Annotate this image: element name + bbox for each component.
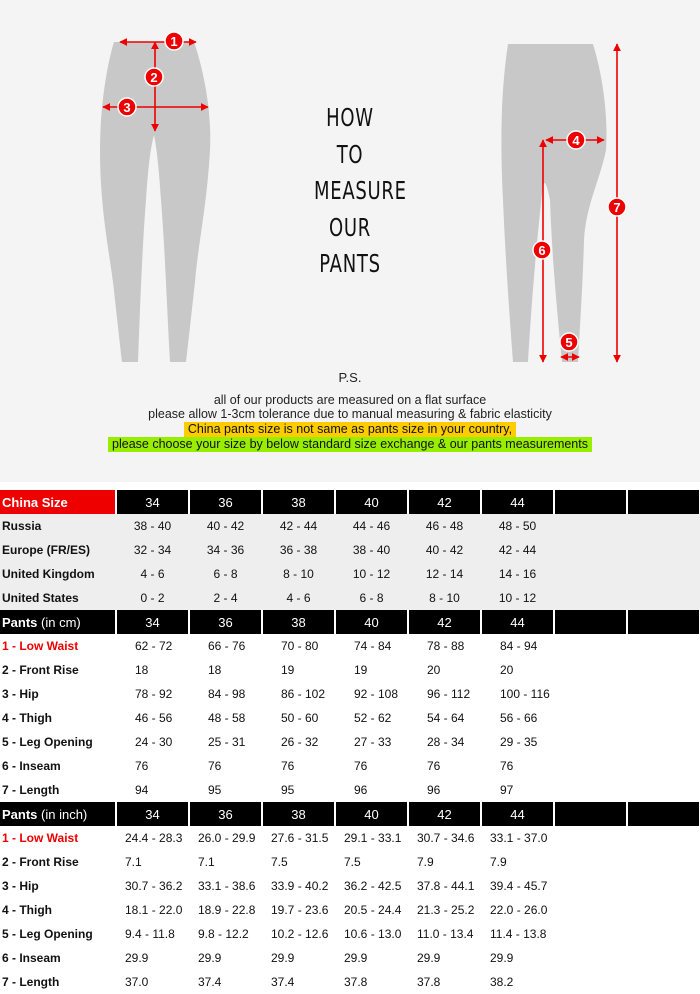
empty-cell	[554, 970, 627, 994]
empty-cell	[627, 682, 700, 706]
value-cell: 10.2 - 12.6	[271, 927, 329, 941]
value-cell: 33.1 - 38.6	[198, 879, 256, 893]
value-cell: 12 - 14	[408, 562, 481, 586]
value-cell: 18	[208, 663, 222, 677]
ps-label: P.S.	[338, 370, 362, 385]
empty-cell	[554, 850, 627, 874]
marker-2	[145, 68, 163, 86]
value-cell: 38.2	[490, 975, 514, 989]
value-cell: 76	[500, 759, 514, 773]
table-row	[0, 826, 700, 850]
svg-text:6: 6	[538, 243, 546, 258]
empty-cell	[627, 850, 700, 874]
table-row	[0, 778, 700, 802]
value-cell: 29.9	[344, 951, 368, 965]
empty-cell	[627, 970, 700, 994]
row-label: 1 - Low Waist	[2, 831, 79, 845]
empty-cell	[554, 754, 627, 778]
value-cell: 24 - 30	[135, 735, 173, 749]
value-cell: 6 - 8	[189, 562, 262, 586]
size-header-cell: 36	[189, 490, 262, 514]
row-label: Russia	[0, 514, 116, 538]
value-cell: 24.4 - 28.3	[125, 831, 183, 845]
empty-cell	[554, 898, 627, 922]
svg-text:7: 7	[613, 200, 621, 215]
size-header-cell: 44	[481, 490, 554, 514]
band-title: Pants	[2, 614, 38, 630]
table-row	[0, 562, 700, 586]
svg-text:5: 5	[565, 335, 573, 350]
value-cell: 14 - 16	[481, 562, 554, 586]
empty-header-cell	[554, 610, 627, 634]
value-cell: 38 - 40	[335, 538, 408, 562]
value-cell: 84 - 94	[500, 639, 538, 653]
table-row	[0, 874, 700, 898]
value-cell: 7.1	[125, 855, 142, 869]
value-cell: 29.9	[125, 951, 149, 965]
band-label	[0, 490, 116, 514]
row-label: United States	[0, 586, 116, 610]
size-header-cell: 36	[189, 802, 262, 826]
value-cell: 9.4 - 11.8	[125, 927, 175, 941]
value-cell: 7.5	[271, 855, 288, 869]
size-header-cell: 44	[481, 802, 554, 826]
empty-cell	[627, 754, 700, 778]
value-cell: 11.0 - 13.4	[417, 927, 474, 941]
value-cell: 29.1 - 33.1	[344, 831, 402, 845]
table-row	[0, 706, 700, 730]
size-header-cell: 34	[116, 610, 189, 634]
value-cell: 18	[135, 663, 149, 677]
value-cell: 37.0	[125, 975, 149, 989]
row-label: 2 - Front Rise	[2, 663, 79, 677]
value-cell: 28 - 34	[427, 735, 465, 749]
value-cell: 18.1 - 22.0	[125, 903, 183, 917]
value-cell: 27.6 - 31.5	[271, 831, 329, 845]
table-row	[0, 682, 700, 706]
value-cell: 62 - 72	[135, 639, 173, 653]
value-cell: 48 - 50	[481, 514, 554, 538]
value-cell: 44 - 46	[335, 514, 408, 538]
value-cell: 25 - 31	[208, 735, 246, 749]
svg-text:3: 3	[123, 100, 131, 115]
value-cell: 32 - 34	[116, 538, 189, 562]
empty-cell	[554, 706, 627, 730]
empty-cell	[554, 658, 627, 682]
value-cell: 42 - 44	[262, 514, 335, 538]
marker-4	[567, 131, 585, 149]
empty-header-cell	[554, 802, 627, 826]
empty-header-cell	[554, 490, 627, 514]
empty-cell	[554, 730, 627, 754]
size-table	[0, 490, 700, 994]
marker-7	[608, 198, 626, 216]
empty-cell	[554, 562, 627, 586]
value-cell: 40 - 42	[189, 514, 262, 538]
size-header-cell: 38	[262, 610, 335, 634]
value-cell: 6 - 8	[335, 586, 408, 610]
row-label: 4 - Thigh	[2, 711, 52, 725]
how-to-measure-heading	[314, 100, 407, 283]
row-label: 5 - Leg Opening	[2, 735, 93, 749]
value-cell: 19.7 - 23.6	[271, 903, 329, 917]
size-header-cell: 34	[116, 490, 189, 514]
empty-cell	[554, 586, 627, 610]
row-label: 2 - Front Rise	[2, 855, 79, 869]
table-row	[0, 514, 700, 538]
heading-line: MEASURE	[314, 176, 407, 205]
value-cell: 92 - 108	[354, 687, 399, 701]
empty-cell	[554, 682, 627, 706]
value-cell: 48 - 58	[208, 711, 246, 725]
empty-cell	[554, 826, 627, 850]
pants-side-silhouette	[501, 44, 606, 362]
band-unit: (in inch)	[37, 806, 88, 822]
size-header-cell: 40	[335, 802, 408, 826]
pants-inch-header-row	[0, 802, 700, 826]
svg-text:4: 4	[572, 133, 580, 148]
size-header-cell: 34	[116, 802, 189, 826]
value-cell: 22.0 - 26.0	[490, 903, 548, 917]
row-label: United Kingdom	[0, 562, 116, 586]
value-cell: 86 - 102	[281, 687, 326, 701]
size-header-cell: 36	[189, 610, 262, 634]
value-cell: 84 - 98	[208, 687, 246, 701]
size-header-cell: 40	[335, 490, 408, 514]
value-cell: 10.6 - 13.0	[344, 927, 402, 941]
empty-cell	[627, 946, 700, 970]
svg-text:2: 2	[150, 70, 158, 85]
size-header-cell: 42	[408, 802, 481, 826]
row-label: 6 - Inseam	[2, 951, 61, 965]
row-label: 1 - Low Waist	[2, 639, 79, 653]
empty-cell	[627, 634, 700, 658]
row-label: 6 - Inseam	[2, 759, 61, 773]
empty-cell	[627, 586, 700, 610]
size-header-cell: 44	[481, 610, 554, 634]
table-row	[0, 970, 700, 994]
table-row	[0, 730, 700, 754]
value-cell: 70 - 80	[281, 639, 319, 653]
value-cell: 0 - 2	[116, 586, 189, 610]
marker-3	[118, 98, 136, 116]
value-cell: 7.5	[344, 855, 361, 869]
empty-cell	[627, 706, 700, 730]
value-cell: 33.1 - 37.0	[490, 831, 548, 845]
marker-5	[560, 333, 578, 351]
empty-cell	[627, 538, 700, 562]
value-cell: 40 - 42	[408, 538, 481, 562]
empty-cell	[627, 562, 700, 586]
value-cell: 30.7 - 34.6	[417, 831, 475, 845]
value-cell: 37.8	[344, 975, 368, 989]
value-cell: 95	[281, 783, 295, 797]
value-cell: 8 - 10	[262, 562, 335, 586]
value-cell: 20	[427, 663, 441, 677]
band-label	[0, 610, 116, 634]
table-row	[0, 946, 700, 970]
value-cell: 29.9	[271, 951, 295, 965]
value-cell: 29.9	[490, 951, 514, 965]
value-cell: 21.3 - 25.2	[417, 903, 475, 917]
value-cell: 10 - 12	[335, 562, 408, 586]
value-cell: 11.4 - 13.8	[490, 927, 547, 941]
value-cell: 4 - 6	[262, 586, 335, 610]
value-cell: 37.4	[198, 975, 222, 989]
measure-guide	[0, 0, 700, 482]
size-header-cell: 38	[262, 802, 335, 826]
value-cell: 52 - 62	[354, 711, 392, 725]
row-label: 7 - Length	[2, 783, 60, 797]
empty-cell	[627, 778, 700, 802]
value-cell: 54 - 64	[427, 711, 465, 725]
value-cell: 96	[354, 783, 368, 797]
empty-cell	[627, 514, 700, 538]
value-cell: 56 - 66	[500, 711, 538, 725]
note-choose-size: please choose your size by below standard size exchange & our pants measurements	[108, 437, 592, 452]
row-label: 5 - Leg Opening	[2, 927, 93, 941]
value-cell: 78 - 88	[427, 639, 465, 653]
value-cell: 33.9 - 40.2	[271, 879, 329, 893]
row-label: 3 - Hip	[2, 879, 39, 893]
empty-cell	[627, 898, 700, 922]
empty-cell	[627, 922, 700, 946]
value-cell: 20	[500, 663, 514, 677]
table-row	[0, 754, 700, 778]
value-cell: 29.9	[198, 951, 222, 965]
value-cell: 29.9	[417, 951, 441, 965]
size-header-cell: 42	[408, 610, 481, 634]
value-cell: 42 - 44	[481, 538, 554, 562]
empty-cell	[554, 778, 627, 802]
value-cell: 76	[354, 759, 368, 773]
empty-cell	[554, 922, 627, 946]
value-cell: 29 - 35	[500, 735, 538, 749]
measurement-notes	[0, 370, 700, 452]
heading-line: TO	[336, 139, 364, 169]
value-cell: 2 - 4	[189, 586, 262, 610]
value-cell: 34 - 36	[189, 538, 262, 562]
note-china-size-warning: China pants size is not same as pants size in your country,	[184, 422, 516, 437]
row-label: 7 - Length	[2, 975, 60, 989]
empty-cell	[627, 658, 700, 682]
band-title: China Size	[2, 494, 68, 510]
value-cell: 38 - 40	[116, 514, 189, 538]
band-unit: (in cm)	[37, 614, 81, 630]
empty-cell	[554, 514, 627, 538]
empty-cell	[554, 874, 627, 898]
value-cell: 96	[427, 783, 441, 797]
empty-header-cell	[627, 802, 700, 826]
empty-header-cell	[627, 610, 700, 634]
value-cell: 19	[281, 663, 295, 677]
band-label	[0, 802, 116, 826]
value-cell: 36.2 - 42.5	[344, 879, 402, 893]
value-cell: 74 - 84	[354, 639, 392, 653]
value-cell: 7.9	[417, 855, 434, 869]
table-row	[0, 922, 700, 946]
value-cell: 100 - 116	[500, 687, 550, 701]
table-row	[0, 634, 700, 658]
value-cell: 78 - 92	[135, 687, 173, 701]
value-cell: 95	[208, 783, 222, 797]
value-cell: 39.4 - 45.7	[490, 879, 548, 893]
svg-text:1: 1	[170, 34, 178, 49]
empty-cell	[627, 730, 700, 754]
note-flat-surface: all of our products are measured on a flat surface	[213, 393, 487, 407]
empty-cell	[554, 946, 627, 970]
value-cell: 26.0 - 29.9	[198, 831, 256, 845]
size-header-cell: 38	[262, 490, 335, 514]
value-cell: 37.8 - 44.1	[417, 879, 475, 893]
empty-cell	[554, 634, 627, 658]
size-header-cell: 42	[408, 490, 481, 514]
value-cell: 30.7 - 36.2	[125, 879, 183, 893]
value-cell: 9.8 - 12.2	[198, 927, 249, 941]
empty-header-cell	[627, 490, 700, 514]
value-cell: 27 - 33	[354, 735, 392, 749]
value-cell: 18.9 - 22.8	[198, 903, 256, 917]
table-row	[0, 898, 700, 922]
china-size-header-row	[0, 490, 700, 514]
row-label: 3 - Hip	[2, 687, 39, 701]
value-cell: 50 - 60	[281, 711, 319, 725]
value-cell: 94	[135, 783, 149, 797]
value-cell: 76	[135, 759, 149, 773]
table-row	[0, 658, 700, 682]
value-cell: 37.4	[271, 975, 295, 989]
value-cell: 76	[281, 759, 295, 773]
row-label: Europe (FR/ES)	[0, 538, 116, 562]
value-cell: 96 - 112	[427, 687, 471, 701]
size-header-cell: 40	[335, 610, 408, 634]
empty-cell	[554, 538, 627, 562]
value-cell: 76	[208, 759, 222, 773]
value-cell: 10 - 12	[481, 586, 554, 610]
value-cell: 46 - 48	[408, 514, 481, 538]
heading-line: HOW	[326, 103, 374, 132]
empty-cell	[627, 874, 700, 898]
table-row	[0, 586, 700, 610]
empty-cell	[627, 826, 700, 850]
marker-6	[533, 241, 551, 259]
value-cell: 4 - 6	[116, 562, 189, 586]
value-cell: 7.9	[490, 855, 507, 869]
note-tolerance: please allow 1-3cm tolerance due to manual measuring & fabric elasticity	[148, 407, 552, 421]
heading-line: PANTS	[319, 249, 381, 278]
value-cell: 19	[354, 663, 368, 677]
table-row	[0, 850, 700, 874]
value-cell: 97	[500, 783, 514, 797]
heading-line: OUR	[328, 212, 372, 242]
value-cell: 7.1	[198, 855, 215, 869]
band-title: Pants	[2, 806, 38, 822]
table-row	[0, 538, 700, 562]
row-label: 4 - Thigh	[2, 903, 52, 917]
value-cell: 46 - 56	[135, 711, 173, 725]
marker-1	[165, 32, 183, 50]
value-cell: 20.5 - 24.4	[344, 903, 402, 917]
pants-cm-header-row	[0, 610, 700, 634]
value-cell: 76	[427, 759, 441, 773]
value-cell: 66 - 76	[208, 639, 246, 653]
value-cell: 36 - 38	[262, 538, 335, 562]
value-cell: 37.8	[417, 975, 441, 989]
value-cell: 8 - 10	[408, 586, 481, 610]
value-cell: 26 - 32	[281, 735, 319, 749]
